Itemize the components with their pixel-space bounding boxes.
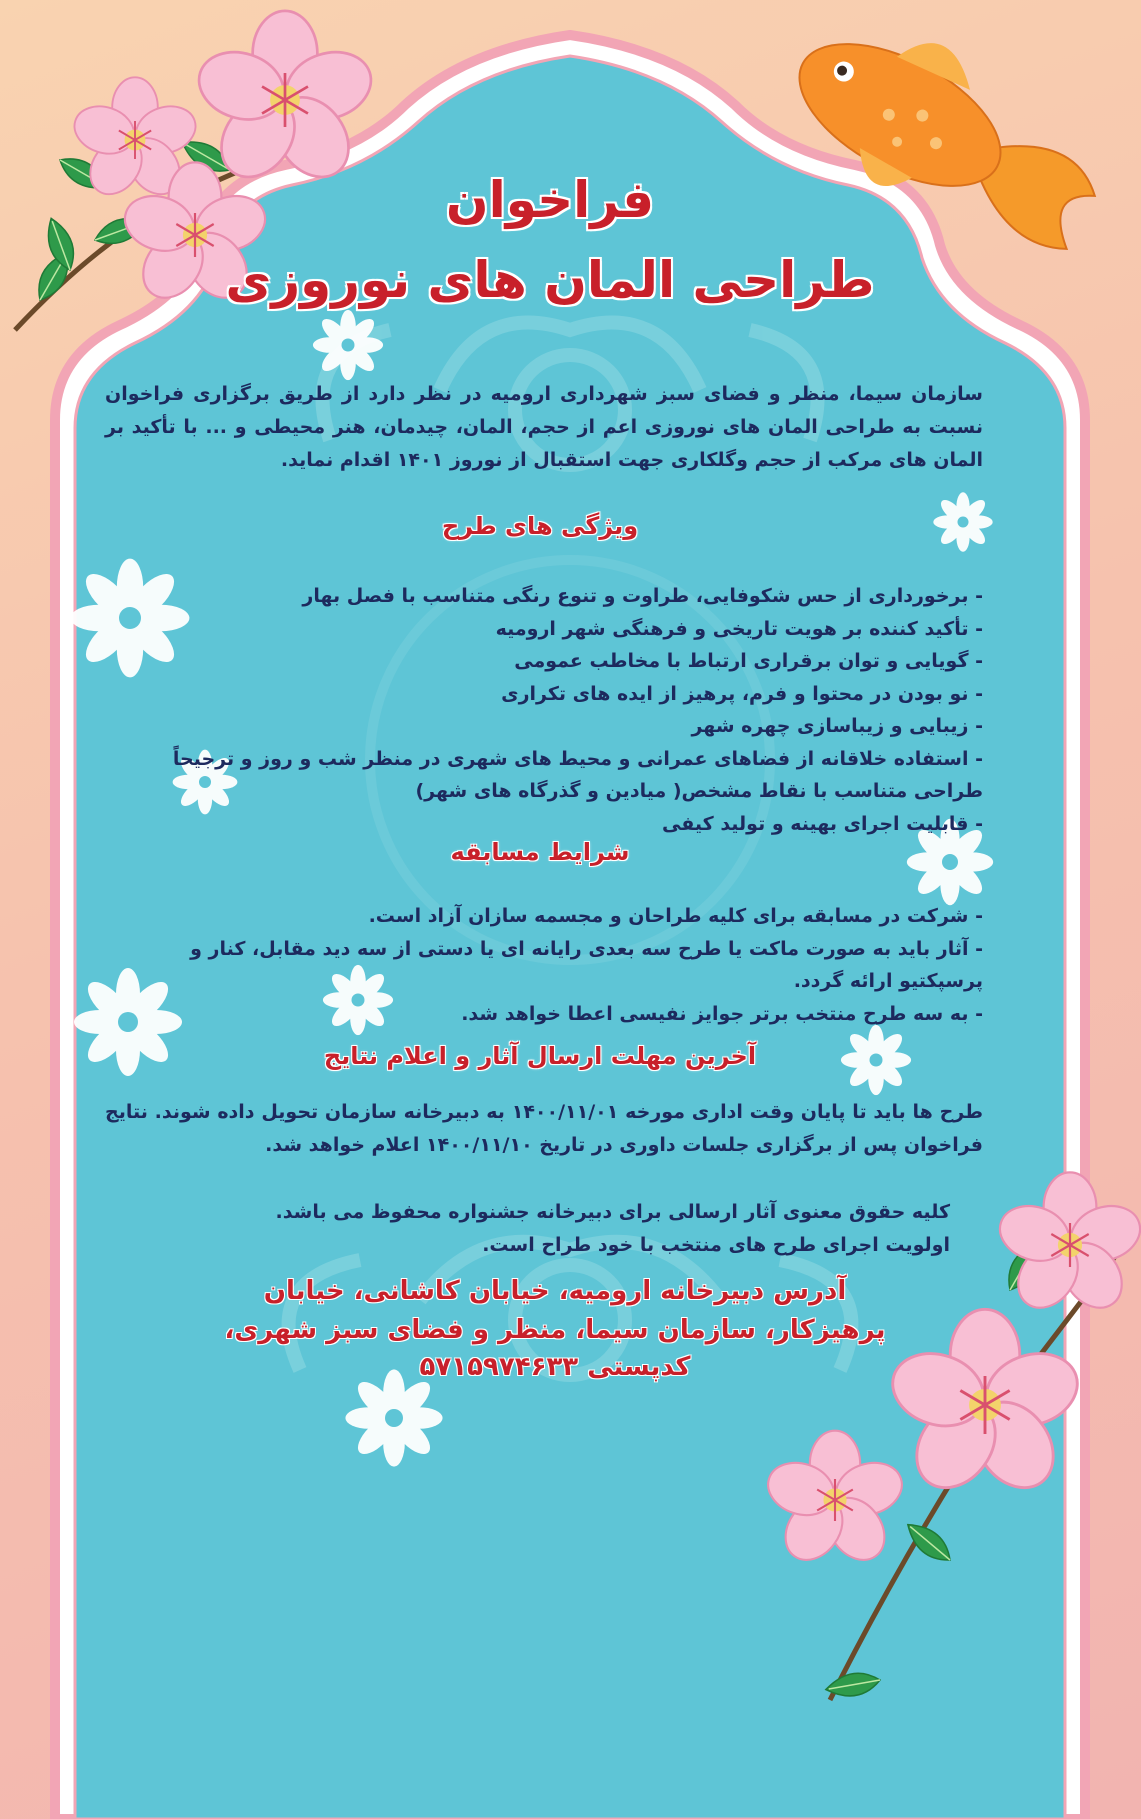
feature-item: - زیبایی و زیباسازی چهره شهر [691, 715, 983, 737]
condition-item: - شرکت در مسابقه برای کلیه طراحان و مجسمه سازان آزاد است. [368, 905, 983, 927]
feature-item: - نو بودن در محتوا و فرم، پرهیز از ایده های تکراری [501, 682, 983, 705]
deadline-heading: آخرین مهلت ارسال آثار و اعلام نتایج [323, 1042, 757, 1070]
features-heading: ویژگی های طرح [441, 512, 639, 540]
postal-code: کدپستی ۵۷۱۵۹۷۴۶۳۳ [419, 1352, 691, 1382]
address-line: پرهیزکار، سازمان سیما، منظر و فضای سبز شهری، [224, 1315, 886, 1345]
condition-item: - به سه طرح منتخب برتر جوایز نفیسی اعطا خواهد شد. [461, 1002, 983, 1025]
address-line: آدرس دبیرخانه ارومیه، خیابان کاشانی، خیابان [263, 1276, 847, 1306]
conditions-list [105, 900, 983, 1030]
conditions-heading: شرایط مسابقه [450, 838, 630, 866]
priority-note: اولویت اجرای طرح های منتخب با خود طراح است. [482, 1234, 950, 1256]
features-list [105, 580, 983, 840]
feature-item: - گویایی و توان برقراری ارتباط با مخاطب عمومی [514, 650, 983, 672]
poster-title: فراخوان [445, 171, 655, 229]
rights-note: کلیه حقوق معنوی آثار ارسالی برای دبیرخانه جشنواره محفوظ می باشد. [275, 1201, 950, 1223]
feature-item: - استفاده خلاقانه از فضاهای عمرانی و محیط های شهری در منظر شب و روز و ترجیحاً طراحی متناسب با نقاط مشخص( میادین و گذرگاه های شهر) [172, 747, 983, 802]
feature-item: - برخورداری از حس شکوفایی، طراوت و تنوع رنگی متناسب با فصل بهار [302, 585, 983, 607]
intro-paragraph: سازمان سیما، منظر و فضای سبز شهرداری ارومیه در نظر دارد از طریق برگزاری فراخوان نسبت به طراحی المان های نوروزی اعم از حجم، المان، چیدمان، هنر محیطی و ... با تأکید بر المان های مرکب از حجم وگلکاری جهت استقبال از نوروز ۱۴۰۱ اقدام نماید. [105, 383, 983, 471]
feature-item: - تأکید کننده بر هویت تاریخی و فرهنگی شهر ارومیه [495, 617, 983, 640]
feature-item: - قابلیت اجرای بهینه و تولید کیفی [662, 812, 983, 835]
poster-subtitle: طراحی المان های نوروزی [225, 251, 875, 309]
condition-item: - آثار باید به صورت ماکت یا طرح سه بعدی رایانه ای یا دستی از سه دید مقابل، کنار و پرسپکتیو ارائه گردد. [190, 937, 983, 992]
deadline-paragraph: طرح ها باید تا پایان وقت اداری مورخه ۱۴۰۰/۱۱/۰۱ به دبیرخانه سازمان تحویل داده شوند. نتایج فراخوان پس از برگزاری جلسات داوری در تاریخ ۱۴۰۰/۱۱/۱۰ اعلام خواهد شد. [105, 1101, 983, 1156]
